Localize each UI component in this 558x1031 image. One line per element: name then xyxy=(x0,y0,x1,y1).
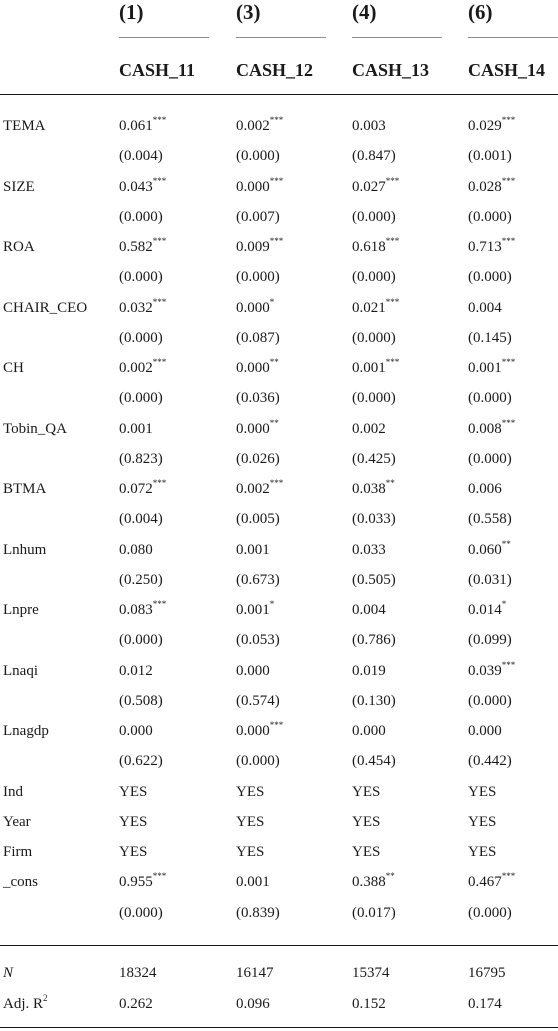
significance-stars: ** xyxy=(385,871,395,882)
coefficient-cell: YES xyxy=(236,783,265,800)
coefficient-cell: 0.006 xyxy=(468,481,502,497)
p-value-cell: (0.425) xyxy=(352,450,396,467)
row-label: _cons xyxy=(3,874,38,891)
p-value-cell: (0.000) xyxy=(236,269,280,286)
coefficient-cell: YES xyxy=(468,783,497,800)
footer-value-cell: 0.174 xyxy=(468,996,502,1012)
coefficient-cell: 0.012 xyxy=(119,662,153,679)
significance-stars: *** xyxy=(152,236,167,246)
column-number: (1) xyxy=(119,0,144,24)
significance-stars: *** xyxy=(501,659,516,670)
column-number: (3) xyxy=(236,0,261,24)
header-bottom-rule xyxy=(0,94,558,95)
column-header-rule xyxy=(468,37,558,38)
coefficient-cell: 0.000 xyxy=(119,723,153,739)
coefficient-cell: 0.083*** xyxy=(119,599,167,618)
p-value-cell: (0.000) xyxy=(119,632,163,649)
significance-stars: ** xyxy=(269,357,279,367)
coefficient-cell: 0.002*** xyxy=(119,357,167,376)
p-value-cell: (0.036) xyxy=(236,390,280,407)
coefficient-cell: 0.713*** xyxy=(468,236,516,255)
coefficient-cell: YES xyxy=(352,844,381,860)
significance-stars: *** xyxy=(501,115,516,125)
coefficient-cell: 0.033 xyxy=(352,541,386,558)
row-label: BTMA xyxy=(3,481,47,497)
footer-value-cell: 16795 xyxy=(468,965,506,981)
coefficient-cell: 0.028*** xyxy=(468,175,516,195)
coefficient-cell: 0.043*** xyxy=(119,175,167,195)
footer-value-cell: 0.096 xyxy=(236,996,270,1012)
p-value-cell: (0.000) xyxy=(119,269,163,286)
significance-stars: *** xyxy=(501,175,516,186)
p-value-cell: (0.000) xyxy=(352,390,396,407)
body-bottom-rule xyxy=(0,945,558,946)
significance-stars: * xyxy=(269,599,275,609)
p-value-cell: (0.505) xyxy=(352,571,396,588)
p-value-cell: (0.442) xyxy=(468,753,512,770)
coefficient-cell: 0.019 xyxy=(352,662,386,679)
significance-stars: *** xyxy=(501,417,516,428)
p-value-cell: (0.087) xyxy=(236,329,280,346)
coefficient-cell: 0.000*** xyxy=(236,720,284,739)
row-label: Lnpre xyxy=(3,602,39,618)
significance-stars: *** xyxy=(269,175,284,186)
significance-stars: *** xyxy=(385,357,400,367)
column-header-rule xyxy=(352,37,442,38)
p-value-cell: (0.847) xyxy=(352,148,396,165)
significance-stars: ** xyxy=(385,478,395,488)
p-value-cell: (0.000) xyxy=(119,329,163,346)
row-label: Ind xyxy=(3,783,23,800)
column-header-rule xyxy=(236,37,326,38)
p-value-cell: (0.673) xyxy=(236,571,280,588)
coefficient-cell: YES xyxy=(236,813,265,830)
coefficient-cell: YES xyxy=(119,844,148,860)
row-label: ROA xyxy=(3,239,35,255)
significance-stars: *** xyxy=(385,296,400,307)
p-value-cell: (0.000) xyxy=(352,208,396,225)
row-label: CH xyxy=(3,360,24,376)
p-value-cell: (0.823) xyxy=(119,450,163,467)
coefficient-cell: YES xyxy=(119,783,148,800)
significance-stars: *** xyxy=(152,357,167,367)
p-value-cell: (0.000) xyxy=(468,269,512,286)
p-value-cell: (0.005) xyxy=(236,511,280,528)
coefficient-cell: 0.060** xyxy=(468,538,511,558)
p-value-cell: (0.000) xyxy=(468,208,512,225)
coefficient-cell: 0.032*** xyxy=(119,296,167,316)
footer-value-cell: 16147 xyxy=(236,965,274,981)
p-value-cell: (0.099) xyxy=(468,632,512,649)
p-value-cell: (0.000) xyxy=(468,692,512,709)
coefficient-cell: 0.027*** xyxy=(352,175,400,195)
coefficient-cell: 0.039*** xyxy=(468,659,516,679)
p-value-cell: (0.250) xyxy=(119,571,163,588)
p-value-cell: (0.454) xyxy=(352,753,396,770)
column-name: CASH_12 xyxy=(236,60,314,80)
significance-stars: *** xyxy=(152,478,167,488)
p-value-cell: (0.145) xyxy=(468,329,512,346)
coefficient-cell: 0.388** xyxy=(352,871,395,891)
coefficient-cell: 0.000** xyxy=(236,417,279,437)
row-label: Tobin_QA xyxy=(3,420,67,437)
p-value-cell: (0.001) xyxy=(468,148,512,165)
significance-stars: ** xyxy=(269,417,279,428)
coefficient-cell: 0.021*** xyxy=(352,296,400,316)
coefficient-cell: 0.467*** xyxy=(468,871,516,891)
p-value-cell: (0.000) xyxy=(352,329,396,346)
p-value-cell: (0.000) xyxy=(352,269,396,286)
coefficient-cell: 0.000 xyxy=(236,662,270,679)
p-value-cell: (0.130) xyxy=(352,692,396,709)
coefficient-cell: 0.008*** xyxy=(468,417,516,437)
coefficient-cell: 0.014* xyxy=(468,599,507,618)
significance-stars: *** xyxy=(501,871,516,882)
coefficient-cell: 0.000* xyxy=(236,296,275,316)
footer-value-cell: 15374 xyxy=(352,965,390,981)
coefficient-cell: 0.001 xyxy=(119,420,153,437)
coefficient-cell: 0.004 xyxy=(352,602,386,618)
p-value-cell: (0.053) xyxy=(236,632,280,649)
p-value-cell: (0.031) xyxy=(468,571,512,588)
coefficient-cell: 0.000** xyxy=(236,357,279,376)
p-value-cell: (0.574) xyxy=(236,692,280,709)
row-label: Firm xyxy=(3,844,33,860)
row-label: Lnhum xyxy=(3,541,47,558)
row-label: TEMA xyxy=(3,118,46,134)
coefficient-cell: 0.004 xyxy=(468,299,502,316)
coefficient-cell: 0.009*** xyxy=(236,236,284,255)
footer-row-label: Adj. $R^2$ xyxy=(3,993,48,1012)
row-label: Year xyxy=(3,813,31,830)
p-value-cell: (0.558) xyxy=(468,511,512,528)
coefficient-cell: YES xyxy=(352,783,381,800)
coefficient-cell: 0.001*** xyxy=(352,357,400,376)
p-value-cell: (0.000) xyxy=(236,148,280,165)
p-value-cell: (0.000) xyxy=(236,753,280,770)
p-value-cell: (0.000) xyxy=(468,390,512,407)
p-value-cell: (0.000) xyxy=(119,208,163,225)
significance-stars: * xyxy=(269,296,275,307)
p-value-cell: (0.004) xyxy=(119,148,163,165)
significance-stars: *** xyxy=(152,296,167,307)
significance-stars: *** xyxy=(269,720,284,730)
p-value-cell: (0.622) xyxy=(119,753,163,770)
coefficient-cell: YES xyxy=(119,813,148,830)
column-name: CASH_11 xyxy=(119,60,196,80)
coefficient-cell: 0.000 xyxy=(468,723,502,739)
p-value-cell: (0.026) xyxy=(236,450,280,467)
column-name: CASH_14 xyxy=(468,60,546,80)
p-value-cell: (0.007) xyxy=(236,208,280,225)
coefficient-cell: 0.618*** xyxy=(352,236,400,255)
coefficient-cell: 0.002*** xyxy=(236,115,284,134)
footer-value-cell: 0.152 xyxy=(352,996,386,1012)
coefficient-cell: 0.029*** xyxy=(468,115,516,134)
coefficient-cell: YES xyxy=(468,844,497,860)
column-number: (6) xyxy=(468,0,493,24)
significance-stars: ** xyxy=(501,538,511,549)
footer-value-cell: 0.262 xyxy=(119,996,153,1012)
significance-stars: *** xyxy=(152,115,167,125)
coefficient-cell: 0.002 xyxy=(352,420,386,437)
coefficient-cell: YES xyxy=(236,844,265,860)
row-label: SIZE xyxy=(3,178,35,195)
p-value-cell: (0.508) xyxy=(119,692,163,709)
p-value-cell: (0.000) xyxy=(468,904,512,921)
coefficient-cell: 0.072*** xyxy=(119,478,167,497)
p-value-cell: (0.839) xyxy=(236,904,280,921)
coefficient-cell: 0.080 xyxy=(119,541,153,558)
column-name: CASH_13 xyxy=(352,60,430,80)
p-value-cell: (0.033) xyxy=(352,511,396,528)
coefficient-cell: 0.955*** xyxy=(119,871,167,891)
significance-stars: *** xyxy=(385,175,400,186)
coefficient-cell: 0.001* xyxy=(236,599,275,618)
coefficient-cell: 0.582*** xyxy=(119,236,167,255)
significance-stars: *** xyxy=(501,357,516,367)
p-value-cell: (0.000) xyxy=(119,390,163,407)
coefficient-cell: 0.001*** xyxy=(468,357,516,376)
significance-stars: *** xyxy=(385,236,400,246)
significance-stars: *** xyxy=(152,871,167,882)
table-bottom-rule xyxy=(0,1027,558,1028)
significance-stars: *** xyxy=(269,115,284,125)
significance-stars: *** xyxy=(269,236,284,246)
coefficient-cell: 0.001 xyxy=(236,874,270,891)
p-value-cell: (0.000) xyxy=(468,450,512,467)
column-header-rule xyxy=(119,37,209,38)
coefficient-cell: 0.061*** xyxy=(119,115,167,134)
coefficient-cell: 0.000 xyxy=(352,723,386,739)
coefficient-cell: 0.002*** xyxy=(236,478,284,497)
p-value-cell: (0.004) xyxy=(119,511,163,528)
row-label: Lnaqi xyxy=(3,662,38,679)
coefficient-cell: YES xyxy=(468,813,497,830)
significance-stars: * xyxy=(501,599,507,609)
row-label: CHAIR_CEO xyxy=(3,299,88,316)
significance-stars: *** xyxy=(269,478,284,488)
p-value-cell: (0.017) xyxy=(352,904,396,921)
p-value-cell: (0.786) xyxy=(352,632,396,649)
significance-stars: *** xyxy=(152,599,167,609)
significance-stars: *** xyxy=(152,175,167,186)
significance-stars: *** xyxy=(501,236,516,246)
label-superscript: 2 xyxy=(43,993,48,1003)
footer-row-label: N xyxy=(3,965,14,981)
coefficient-cell: 0.001 xyxy=(236,541,270,558)
coefficient-cell: 0.000*** xyxy=(236,175,284,195)
row-label: Lnagdp xyxy=(3,723,49,739)
p-value-cell: (0.000) xyxy=(119,904,163,921)
coefficient-cell: 0.003 xyxy=(352,118,386,134)
coefficient-cell: 0.038** xyxy=(352,478,395,497)
column-number: (4) xyxy=(352,0,377,24)
footer-value-cell: 18324 xyxy=(119,965,157,981)
coefficient-cell: YES xyxy=(352,813,381,830)
